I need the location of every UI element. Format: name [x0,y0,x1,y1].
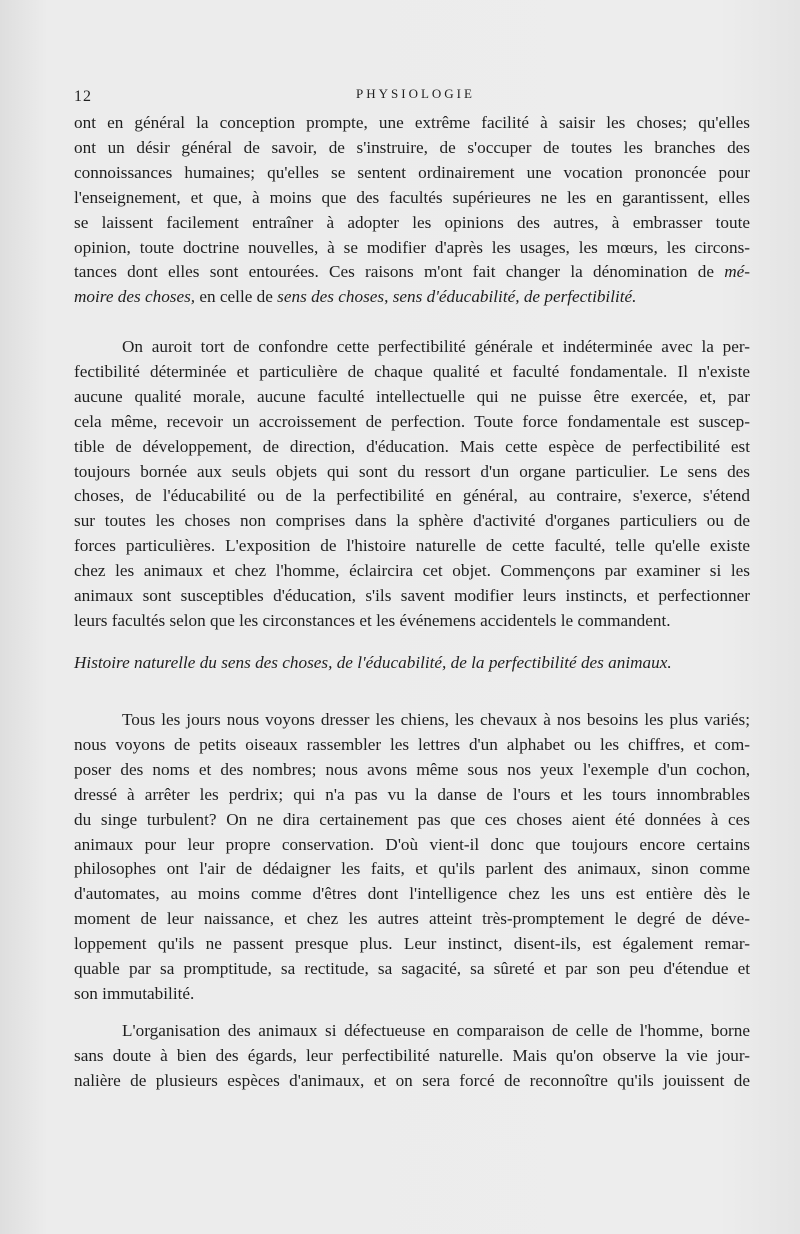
paragraph-2 [74,335,750,634]
text-line: toujours bornée aux seuls objets qui sont du ressort d'un organe particulier. Le sens des [74,461,750,481]
italic-term: mé- [724,262,751,282]
section-title: Histoire naturelle du sens des choses, de l'éducabilité, de la perfectibilité des animaux. [74,653,672,672]
text-line: opinion, toute doctrine nouvelles, à se modifier d'après les usages, les mœurs, les circons- [74,237,750,257]
text-line: philosophes ont l'air de dédaigner les faits, et qu'ils parlent des animaux, sinon comme [74,859,750,879]
italic-term: sens des choses [277,287,385,307]
page-header [74,86,748,108]
text-line-mixed [74,260,750,285]
text-line: quable par sa promptitude, sa rectitude, sa sagacité, sa sûreté et par son peu d'étendue et [74,959,750,979]
text-line: fectibilité déterminée et particulière de chaque qualité et faculté fondamentale. Il n'existe [74,361,750,381]
page-number: 12 [74,88,92,105]
text-line: ont un désir général de savoir, de s'instruire, de s'occuper de toutes les branches des [74,137,750,157]
text-line: sur toutes les choses non comprises dans la sphère d'activité d'organes particuliers ou de [74,511,750,531]
text-line: ont en général la conception prompte, une extrême facilité à saisir les choses; qu'elles [74,113,750,132]
text-line: nous voyons de petits oiseaux rassembler les lettres d'un alphabet ou les chiffres, et com- [74,734,750,754]
running-title: PHYSIOLOGIE [356,86,475,101]
text-line: poser des noms et des nombres; nous avons même sous nos yeux l'exemple d'un cochon, [74,759,750,779]
text-line: nalière de plusieurs espèces d'animaux, et on sera forcé de reconnoître qu'ils jouissent de [74,1070,750,1090]
text-segment: en celle de [199,287,273,307]
text-line: l'enseignement, et que, à moins que des facultés supérieures ne les en garantissent, elles [74,187,750,207]
text-line: forces particulières. L'exposition de l'histoire naturelle de cette faculté, telle qu'elle existe [74,536,750,556]
text-line: d'automates, au moins comme d'êtres dont l'intelligence chez les uns est entière dès le [74,884,750,904]
text-line: aucune qualité morale, aucune faculté intellectuelle qui ne puisse être exercée, et, par [74,386,750,406]
text-line: se laissent facilement entraîner à adopter les opinions des autres, à embrasser toute [74,212,750,232]
text-line: cela même, recevoir un accroissement de perfection. Toute force fondamentale est suscep- [74,411,750,431]
text-line-mixed: moire des choses, en celle de sens des choses, sens d'éducabilité, de perfectibilité. [74,287,637,307]
text-line: loppement qu'ils ne passent presque plus. Leur instinct, disent-ils, est également remar- [74,934,750,954]
text-line: On auroit tort de confondre cette perfectibilité générale et indéterminée avec la per- [122,337,750,356]
paragraph-3 [74,708,750,1007]
text-line: dressé à arrêter les perdrix; qui n'a pas vu la danse de l'ours et les tours innombrables [74,784,750,804]
text-line: moment de leur naissance, et chez les autres atteint très-promptement le degré de déve- [74,909,750,929]
text-line: sans doute à bien des égards, leur perfectibilité naturelle. Mais qu'on observe la vie jour- [74,1045,750,1065]
italic-term: sens d'éducabilité, de perfectibilité. [392,287,637,307]
text-line: leurs facultés selon que les circonstances et les événemens accidentels le commandent. [74,610,671,630]
text-line: animaux pour leur propre conservation. D'où vient-il donc que toujours encore certains [74,834,750,854]
text-line: Tous les jours nous voyons dresser les chiens, les chevaux à nos besoins les plus variés; [122,710,750,729]
italic-term: moire des choses, [74,287,196,307]
text-line: animaux sont susceptibles d'éducation, s'ils savent modifier leurs instincts, et perfectionner [74,586,750,606]
text-line: son immutabilité. [74,983,195,1003]
paragraph-1 [74,111,750,310]
paragraph-4 [74,1019,750,1094]
text-line: L'organisation des animaux si défectueuse en comparaison de celle de l'homme, borne [122,1021,750,1040]
text-line: du singe turbulent? On ne dira certainement pas que ces choses aient été données à ces [74,809,750,829]
text-line: chez les animaux et chez l'homme, éclaircira cet objet. Commençons par examiner si les [74,561,750,581]
text-line: connoissances humaines; qu'elles se sentent ordinairement une vocation prononcée pour [74,162,750,182]
text-line: choses, de l'éducabilité ou de la perfectibilité en général, au contraire, s'exerce, s'étend [74,486,750,506]
text-segment: tances dont elles sont entourées. Ces raisons m'ont fait changer la dénomination de [74,262,714,282]
text-line: tible de développement, de direction, d'éducation. Mais cette espèce de perfectibilité est [74,436,750,456]
